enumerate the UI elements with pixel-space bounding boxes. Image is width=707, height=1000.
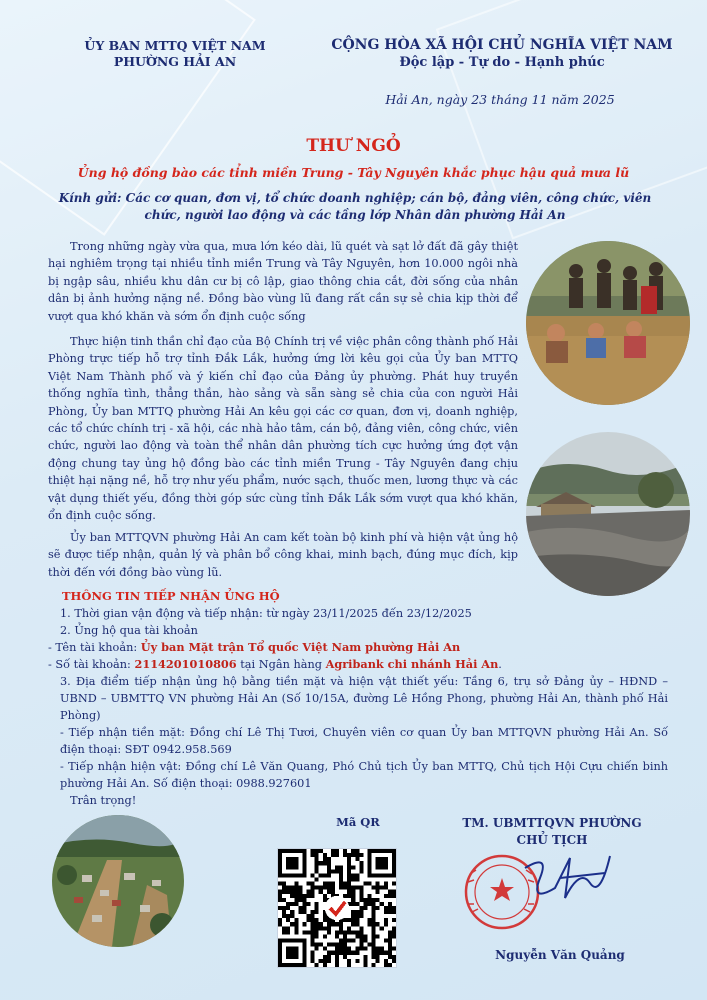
signature-scribble [510,848,620,918]
account-name-row [48,639,668,656]
drop-off-location: 3. Địa điểm tiếp nhận ủng hộ bằng tiền mặt và hiện vật thiết yếu: Tầng 6, trụ sở Đảng ủy – HĐND – UBND – UBMTTQ VN phường Hải An (Số 10/15A, đường Lê Hồng Phong, phường Hải An, thành phố Hải Phòng) [60,675,668,722]
body-paragraph: Trong những ngày vừa qua, mưa lớn kéo dài, lũ quét và sạt lở đất đã gây thiệt hại nghiêm trọng tại nhiều tỉnh miền Trung và Tây Nguyên, hơn 10.000 ngôi nhà bị ngập sâu, nhiều khu dân cư bị cô lập, giao thông chia cắt, đời sống của nhân dân bị ảnh hưởng nặng nề. Đồng bào vùng lũ đang rất cần sự sẻ chia kịp thời để vượt qua khó khăn và sớm ổn định cuộc sống [48,240,518,323]
flooded-village-photo [52,815,184,947]
document-date: Hải An, ngày 23 tháng 11 năm 2025 [385,92,615,107]
issuing-organization [60,38,290,70]
goods-contact: - Tiếp nhận hiện vật: Đồng chí Lê Văn Quang, Phó Chủ tịch Ủy ban MTTQ, Chủ tịch Hội Cựu chiến binh phường Hải An. Số điện thoại: 0988.927601 [60,760,668,790]
flood-damage-photo [526,432,690,596]
donation-info [48,605,668,809]
campaign-period: 1. Thời gian vận động và tiếp nhận: từ ngày 23/11/2025 đến 23/12/2025 [60,607,472,620]
signatory-org: TM. UBMTTQVN PHƯỜNG [462,816,642,830]
country-name: CỘNG HÒA XÃ HỘI CHỦ NGHĨA VIỆT NAM [331,37,673,53]
qr-label: Mã QR [336,815,380,829]
org-ward: PHƯỜNG HẢI AN [113,54,237,69]
national-motto [322,36,682,72]
account-name: Ủy ban Mặt trận Tổ quốc Việt Nam phường Hải An [140,640,461,654]
account-name-label: - Tên tài khoản: [48,641,141,654]
account-number: 2114201010806 [134,657,237,671]
org-name: ỦY BAN MTTQ VIỆT NAM [84,38,266,53]
bank-prefix: tại Ngân hàng [236,658,326,671]
flood-rescue-photo [526,241,690,405]
bank-end: . [498,658,502,671]
bank-transfer-heading: 2. Ủng hộ qua tài khoản [60,624,198,637]
account-number-row [48,656,668,673]
document-title: THƯ NGỎ [306,136,401,156]
signatory-block [442,815,662,849]
info-heading: THÔNG TIN TIẾP NHẬN ỦNG HỘ [62,589,280,603]
body-paragraph: Thực hiện tinh thần chỉ đạo của Bộ Chính trị về việc phân công thành phố Hải Phòng trực tiếp hỗ trợ tỉnh Đắk Lắk, hưởng ứng lời kêu gọi của Ủy ban MTTQ Việt Nam Thành phố và ý kiến chỉ đạo của Đảng ủy phường. Phát huy truyền thống nghĩa tình, thẳng thắn, hào sảng và sẵn sàng sẻ chia của con người Hải Phòng, Ủy ban MTTQ phường Hải An kêu gọi các cơ quan, đơn vị, doanh nghiệp, các tổ chức chính trị - xã hội, các nhà hảo tâm, cán bộ, đảng viên, công chức, viên chức, người lao động và toàn thể nhân dân phường tích cực hưởng ứng đợt vận động chung tay ủng hộ đồng bào các tỉnh miền Trung - Tây Nguyên đang chịu thiệt hại nặng nề, hỗ trợ như yếu phẩm, nước sạch, thuốc men, lương thực và các vật dụng thiết yếu, đồng thời góp sức cùng tỉnh Đắk Lắk sớm vượt qua khó khăn, ổn định cuộc sống. [48,335,518,523]
signatory-role: CHỦ TỊCH [516,833,588,847]
account-number-label: - Số tài khoản: [48,658,135,671]
qr-code[interactable] [277,848,397,968]
signatory-name: Nguyễn Văn Quảng [495,948,625,962]
body-paragraph: Ủy ban MTTQVN phường Hải An cam kết toàn bộ kinh phí và hiện vật ủng hộ sẽ được tiếp nhận, quản lý và phân bổ công khai, minh bạch, đúng mục đích, kịp thời đến với đồng bào vùng lũ. [48,531,518,579]
salutation: Kính gửi: Các cơ quan, đơn vị, tổ chức doanh nghiệp; cán bộ, đảng viên, công chức, viên chức, người lao động và các tầng lớp Nhân dân phường Hải An [58,191,652,222]
cash-contact: - Tiếp nhận tiền mặt: Đồng chí Lê Thị Tươi, Chuyên viên cơ quan Ủy ban MTTQVN phường Hải An. Số điện thoại: SĐT 0942.958.569 [60,726,668,756]
closing: Trân trọng! [70,794,137,807]
document-subtitle: Ủng hộ đồng bào các tỉnh miền Trung - Tây Nguyên khắc phục hậu quả mưa lũ [77,165,630,180]
bank-name: Agribank chi nhánh Hải An [325,657,499,671]
motto: Độc lập - Tự do - Hạnh phúc [399,55,605,70]
